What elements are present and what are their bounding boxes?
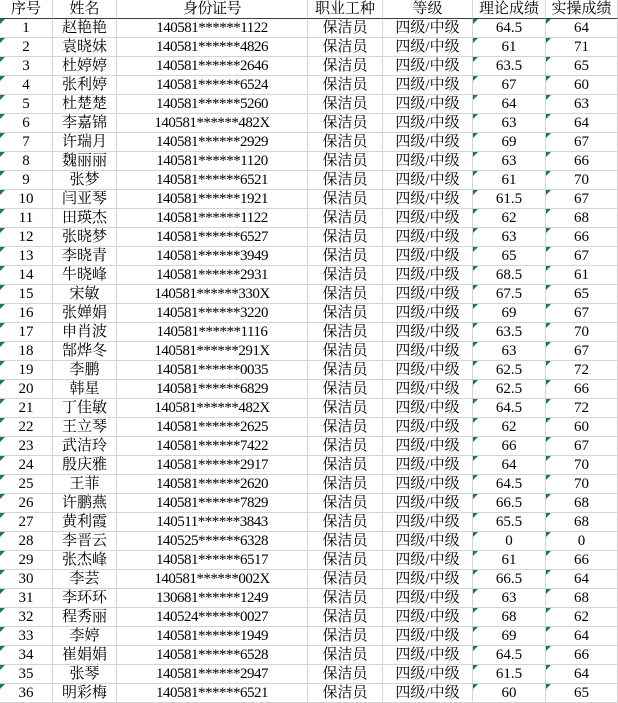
cell-id-number[interactable]: 140581******0035 [117, 361, 308, 380]
table-row [0, 570, 618, 589]
cell-id-number[interactable]: 140524******0027 [117, 608, 308, 627]
cell-level[interactable]: 四级/中级 [383, 190, 473, 209]
cell-name[interactable]: 李环环 [53, 589, 117, 608]
table-row [0, 684, 618, 703]
cell-practical-score[interactable]: 67 [546, 437, 618, 456]
cell-id-number[interactable]: 140581******3220 [117, 304, 308, 323]
cell-practical-score[interactable]: 66 [546, 646, 618, 665]
cell-seq[interactable]: 13 [0, 247, 53, 266]
cell-id-number[interactable]: 140581******002X [117, 570, 308, 589]
cell-theory-score[interactable]: 61.5 [473, 665, 546, 684]
cell-id-number[interactable]: 140581******7829 [117, 494, 308, 513]
cell-occupation[interactable]: 保洁员 [308, 361, 383, 380]
cell-occupation[interactable]: 保洁员 [308, 418, 383, 437]
cell-seq[interactable]: 16 [0, 304, 53, 323]
cell-name[interactable]: 李晋云 [53, 532, 117, 551]
cell-practical-score[interactable]: 67 [546, 133, 618, 152]
cell-practical-score[interactable]: 64 [546, 665, 618, 684]
cell-level[interactable]: 四级/中级 [383, 304, 473, 323]
cell-level[interactable]: 四级/中级 [383, 532, 473, 551]
cell-name[interactable]: 程秀丽 [53, 608, 117, 627]
cell-level[interactable]: 四级/中级 [383, 114, 473, 133]
cell-seq[interactable]: 25 [0, 475, 53, 494]
cell-id-number[interactable]: 140581******2620 [117, 475, 308, 494]
cell-practical-score[interactable]: 66 [546, 152, 618, 171]
cell-id-number[interactable]: 140581******1921 [117, 190, 308, 209]
cell-id-number[interactable]: 140581******482X [117, 399, 308, 418]
cell-occupation[interactable]: 保洁员 [308, 76, 383, 95]
table-row [0, 38, 618, 57]
cell-id-number[interactable]: 140581******482X [117, 114, 308, 133]
cell-occupation[interactable]: 保洁员 [308, 437, 383, 456]
cell-level[interactable]: 四级/中级 [383, 38, 473, 57]
cell-occupation[interactable]: 保洁员 [308, 247, 383, 266]
cell-id-number[interactable]: 140581******2625 [117, 418, 308, 437]
cell-practical-score[interactable]: 66 [546, 551, 618, 570]
cell-practical-score[interactable]: 72 [546, 361, 618, 380]
cell-theory-score[interactable]: 63 [473, 589, 546, 608]
cell-id-number[interactable]: 130681******1249 [117, 589, 308, 608]
cell-name[interactable]: 李鹏 [53, 361, 117, 380]
cell-seq[interactable]: 31 [0, 589, 53, 608]
cell-seq[interactable]: 9 [0, 171, 53, 190]
cell-name[interactable]: 申肖波 [53, 323, 117, 342]
cell-seq[interactable]: 24 [0, 456, 53, 475]
cell-occupation[interactable]: 保洁员 [308, 171, 383, 190]
table-row [0, 171, 618, 190]
cell-level[interactable]: 四级/中级 [383, 399, 473, 418]
cell-level[interactable]: 四级/中级 [383, 285, 473, 304]
cell-theory-score[interactable]: 65.5 [473, 513, 546, 532]
table-row [0, 646, 618, 665]
cell-name[interactable]: 许瑞月 [53, 133, 117, 152]
table-row [0, 209, 618, 228]
cell-occupation[interactable]: 保洁员 [308, 133, 383, 152]
cell-theory-score[interactable]: 64.5 [473, 646, 546, 665]
table-row [0, 152, 618, 171]
cell-level[interactable]: 四级/中级 [383, 418, 473, 437]
cell-practical-score[interactable]: 67 [546, 247, 618, 266]
cell-theory-score[interactable]: 64 [473, 95, 546, 114]
cell-level[interactable]: 四级/中级 [383, 437, 473, 456]
cell-name[interactable]: 王立琴 [53, 418, 117, 437]
cell-seq[interactable]: 36 [0, 684, 53, 703]
cell-id-number[interactable]: 140581******6829 [117, 380, 308, 399]
cell-occupation[interactable]: 保洁员 [308, 494, 383, 513]
cell-seq[interactable]: 15 [0, 285, 53, 304]
cell-occupation[interactable]: 保洁员 [308, 589, 383, 608]
cell-name[interactable]: 李嘉锦 [53, 114, 117, 133]
cell-practical-score[interactable]: 60 [546, 418, 618, 437]
cell-occupation[interactable]: 保洁员 [308, 665, 383, 684]
cell-theory-score[interactable]: 67 [473, 76, 546, 95]
cell-level[interactable]: 四级/中级 [383, 456, 473, 475]
cell-level[interactable]: 四级/中级 [383, 494, 473, 513]
cell-level[interactable]: 四级/中级 [383, 627, 473, 646]
cell-occupation[interactable]: 保洁员 [308, 627, 383, 646]
cell-practical-score[interactable]: 70 [546, 323, 618, 342]
cell-name[interactable]: 李芸 [53, 570, 117, 589]
cell-occupation[interactable]: 保洁员 [308, 266, 383, 285]
cell-name[interactable]: 赵艳艳 [53, 19, 117, 38]
cell-practical-score[interactable]: 70 [546, 171, 618, 190]
table-row [0, 456, 618, 475]
cell-level[interactable]: 四级/中级 [383, 475, 473, 494]
cell-practical-score[interactable]: 62 [546, 608, 618, 627]
table-row [0, 247, 618, 266]
cell-seq[interactable]: 22 [0, 418, 53, 437]
cell-seq[interactable]: 26 [0, 494, 53, 513]
cell-level[interactable]: 四级/中级 [383, 589, 473, 608]
cell-level[interactable]: 四级/中级 [383, 646, 473, 665]
table-row [0, 228, 618, 247]
table-row [0, 475, 618, 494]
cell-name[interactable]: 丁佳敏 [53, 399, 117, 418]
cell-occupation[interactable]: 保洁员 [308, 551, 383, 570]
cell-level[interactable]: 四级/中级 [383, 152, 473, 171]
cell-level[interactable]: 四级/中级 [383, 76, 473, 95]
cell-practical-score[interactable]: 71 [546, 38, 618, 57]
cell-id-number[interactable]: 140581******6517 [117, 551, 308, 570]
cell-occupation[interactable]: 保洁员 [308, 399, 383, 418]
cell-level[interactable]: 四级/中级 [383, 551, 473, 570]
table-row [0, 532, 618, 551]
table-header-row [0, 0, 618, 19]
cell-occupation[interactable]: 保洁员 [308, 19, 383, 38]
cell-practical-score[interactable]: 70 [546, 475, 618, 494]
column-header-id-number[interactable]: 身份证号 [117, 0, 308, 19]
cell-name[interactable]: 张琴 [53, 665, 117, 684]
table-row [0, 589, 618, 608]
cell-theory-score[interactable]: 63 [473, 342, 546, 361]
cell-practical-score[interactable]: 72 [546, 399, 618, 418]
cell-name[interactable]: 郜烨冬 [53, 342, 117, 361]
cell-practical-score[interactable]: 64 [546, 114, 618, 133]
cell-seq[interactable]: 14 [0, 266, 53, 285]
cell-practical-score[interactable]: 67 [546, 342, 618, 361]
cell-name[interactable]: 李晓青 [53, 247, 117, 266]
cell-name[interactable]: 明彩梅 [53, 684, 117, 703]
cell-seq[interactable]: 8 [0, 152, 53, 171]
cell-theory-score[interactable]: 61.5 [473, 190, 546, 209]
cell-practical-score[interactable]: 64 [546, 19, 618, 38]
cell-occupation[interactable]: 保洁员 [308, 57, 383, 76]
cell-practical-score[interactable]: 67 [546, 304, 618, 323]
table-row [0, 114, 618, 133]
table-row [0, 95, 618, 114]
cell-seq[interactable]: 20 [0, 380, 53, 399]
cell-occupation[interactable]: 保洁员 [308, 342, 383, 361]
cell-practical-score[interactable]: 68 [546, 209, 618, 228]
cell-id-number[interactable]: 140581******3949 [117, 247, 308, 266]
cell-theory-score[interactable]: 64.5 [473, 19, 546, 38]
cell-name[interactable]: 张晓梦 [53, 228, 117, 247]
cell-level[interactable]: 四级/中级 [383, 95, 473, 114]
table-row [0, 380, 618, 399]
cell-practical-score[interactable]: 66 [546, 228, 618, 247]
cell-level[interactable]: 四级/中级 [383, 209, 473, 228]
cell-practical-score[interactable]: 64 [546, 570, 618, 589]
cell-occupation[interactable]: 保洁员 [308, 456, 383, 475]
cell-id-number[interactable]: 140581******4826 [117, 38, 308, 57]
cell-level[interactable]: 四级/中级 [383, 570, 473, 589]
cell-id-number[interactable]: 140525******6328 [117, 532, 308, 551]
cell-theory-score[interactable]: 62.5 [473, 361, 546, 380]
cell-theory-score[interactable]: 63 [473, 152, 546, 171]
cell-practical-score[interactable]: 0 [546, 532, 618, 551]
cell-name[interactable]: 武洁玲 [53, 437, 117, 456]
cell-occupation[interactable]: 保洁员 [308, 684, 383, 703]
table-row [0, 285, 618, 304]
cell-level[interactable]: 四级/中级 [383, 380, 473, 399]
cell-name[interactable]: 袁晓妹 [53, 38, 117, 57]
table-row [0, 57, 618, 76]
cell-seq[interactable]: 5 [0, 95, 53, 114]
cell-name[interactable]: 王菲 [53, 475, 117, 494]
cell-theory-score[interactable]: 66.5 [473, 570, 546, 589]
cell-level[interactable]: 四级/中级 [383, 228, 473, 247]
cell-practical-score[interactable]: 65 [546, 285, 618, 304]
cell-seq[interactable]: 12 [0, 228, 53, 247]
cell-theory-score[interactable]: 61 [473, 171, 546, 190]
cell-id-number[interactable]: 140581******6528 [117, 646, 308, 665]
table-row [0, 437, 618, 456]
cell-id-number[interactable]: 140581******1122 [117, 209, 308, 228]
cell-seq[interactable]: 4 [0, 76, 53, 95]
cell-practical-score[interactable]: 68 [546, 494, 618, 513]
cell-theory-score[interactable]: 66 [473, 437, 546, 456]
table-row [0, 133, 618, 152]
cell-occupation[interactable]: 保洁员 [308, 323, 383, 342]
cell-id-number[interactable]: 140581******330X [117, 285, 308, 304]
cell-seq[interactable]: 2 [0, 38, 53, 57]
cell-seq[interactable]: 27 [0, 513, 53, 532]
cell-id-number[interactable]: 140581******1116 [117, 323, 308, 342]
cell-theory-score[interactable]: 61 [473, 38, 546, 57]
cell-occupation[interactable]: 保洁员 [308, 152, 383, 171]
cell-id-number[interactable]: 140581******2947 [117, 665, 308, 684]
cell-name[interactable]: 杜楚楚 [53, 95, 117, 114]
cell-theory-score[interactable]: 66.5 [473, 494, 546, 513]
cell-name[interactable]: 牛晓峰 [53, 266, 117, 285]
cell-occupation[interactable]: 保洁员 [308, 475, 383, 494]
table-row [0, 190, 618, 209]
cell-seq[interactable]: 17 [0, 323, 53, 342]
table-row [0, 399, 618, 418]
cell-level[interactable]: 四级/中级 [383, 361, 473, 380]
cell-theory-score[interactable]: 64.5 [473, 475, 546, 494]
cell-seq[interactable]: 23 [0, 437, 53, 456]
cell-id-number[interactable]: 140581******2646 [117, 57, 308, 76]
cell-seq[interactable]: 7 [0, 133, 53, 152]
cell-theory-score[interactable]: 64 [473, 456, 546, 475]
table-row [0, 608, 618, 627]
cell-name[interactable]: 张利婷 [53, 76, 117, 95]
cell-practical-score[interactable]: 61 [546, 266, 618, 285]
table-row [0, 494, 618, 513]
cell-theory-score[interactable]: 69 [473, 627, 546, 646]
cell-theory-score[interactable]: 60 [473, 684, 546, 703]
table-row [0, 418, 618, 437]
cell-seq[interactable]: 30 [0, 570, 53, 589]
cell-id-number[interactable]: 140581******2929 [117, 133, 308, 152]
table-row [0, 76, 618, 95]
column-header-seq[interactable]: 序号 [0, 0, 53, 19]
cell-occupation[interactable]: 保洁员 [308, 114, 383, 133]
table-row [0, 266, 618, 285]
cell-id-number[interactable]: 140581******7422 [117, 437, 308, 456]
cell-level[interactable]: 四级/中级 [383, 665, 473, 684]
cell-theory-score[interactable]: 62.5 [473, 380, 546, 399]
cell-practical-score[interactable]: 63 [546, 95, 618, 114]
column-header-occupation[interactable]: 职业工种 [308, 0, 383, 19]
cell-practical-score[interactable]: 65 [546, 57, 618, 76]
cell-seq[interactable]: 19 [0, 361, 53, 380]
cell-occupation[interactable]: 保洁员 [308, 570, 383, 589]
cell-theory-score[interactable]: 69 [473, 304, 546, 323]
cell-seq[interactable]: 3 [0, 57, 53, 76]
cell-practical-score[interactable]: 70 [546, 456, 618, 475]
cell-name[interactable]: 黄利霞 [53, 513, 117, 532]
cell-seq[interactable]: 29 [0, 551, 53, 570]
cell-id-number[interactable]: 140581******5260 [117, 95, 308, 114]
table-row [0, 513, 618, 532]
cell-theory-score[interactable]: 0 [473, 532, 546, 551]
cell-name[interactable]: 闫亚琴 [53, 190, 117, 209]
cell-name[interactable]: 殷庆雅 [53, 456, 117, 475]
cell-theory-score[interactable]: 69 [473, 133, 546, 152]
cell-level[interactable]: 四级/中级 [383, 684, 473, 703]
cell-practical-score[interactable]: 64 [546, 627, 618, 646]
cell-level[interactable]: 四级/中级 [383, 342, 473, 361]
cell-occupation[interactable]: 保洁员 [308, 285, 383, 304]
cell-occupation[interactable]: 保洁员 [308, 190, 383, 209]
cell-seq[interactable]: 1 [0, 19, 53, 38]
cell-name[interactable]: 田瑛杰 [53, 209, 117, 228]
table-row [0, 551, 618, 570]
cell-occupation[interactable]: 保洁员 [308, 209, 383, 228]
cell-theory-score[interactable]: 61 [473, 551, 546, 570]
cell-occupation[interactable]: 保洁员 [308, 513, 383, 532]
cell-theory-score[interactable]: 65 [473, 247, 546, 266]
cell-level[interactable]: 四级/中级 [383, 266, 473, 285]
cell-id-number[interactable]: 140581******2917 [117, 456, 308, 475]
cell-level[interactable]: 四级/中级 [383, 171, 473, 190]
table-row [0, 323, 618, 342]
cell-occupation[interactable]: 保洁员 [308, 228, 383, 247]
cell-seq[interactable]: 11 [0, 209, 53, 228]
cell-level[interactable]: 四级/中级 [383, 57, 473, 76]
cell-id-number[interactable]: 140581******6524 [117, 76, 308, 95]
cell-name[interactable]: 张杰峰 [53, 551, 117, 570]
cell-theory-score[interactable]: 63.5 [473, 323, 546, 342]
cell-id-number[interactable]: 140581******2931 [117, 266, 308, 285]
cell-practical-score[interactable]: 68 [546, 513, 618, 532]
table-row [0, 665, 618, 684]
cell-occupation[interactable]: 保洁员 [308, 95, 383, 114]
cell-seq[interactable]: 34 [0, 646, 53, 665]
cell-practical-score[interactable]: 66 [546, 380, 618, 399]
cell-name[interactable]: 张梦 [53, 171, 117, 190]
cell-name[interactable]: 宋敏 [53, 285, 117, 304]
cell-name[interactable]: 崔娟娟 [53, 646, 117, 665]
cell-practical-score[interactable]: 67 [546, 190, 618, 209]
cell-theory-score[interactable]: 68 [473, 608, 546, 627]
column-header-theory-score[interactable]: 理论成绩 [473, 0, 546, 19]
cell-id-number[interactable]: 140511******3843 [117, 513, 308, 532]
cell-seq[interactable]: 6 [0, 114, 53, 133]
cell-name[interactable]: 许鹏燕 [53, 494, 117, 513]
cell-level[interactable]: 四级/中级 [383, 323, 473, 342]
cell-id-number[interactable]: 140581******1120 [117, 152, 308, 171]
cell-id-number[interactable]: 140581******1122 [117, 19, 308, 38]
cell-seq[interactable]: 32 [0, 608, 53, 627]
column-header-practical-score[interactable]: 实操成绩 [546, 0, 618, 19]
cell-occupation[interactable]: 保洁员 [308, 38, 383, 57]
cell-theory-score[interactable]: 63 [473, 228, 546, 247]
cell-seq[interactable]: 21 [0, 399, 53, 418]
cell-theory-score[interactable]: 63.5 [473, 57, 546, 76]
cell-id-number[interactable]: 140581******6521 [117, 171, 308, 190]
table-row [0, 304, 618, 323]
table-row [0, 342, 618, 361]
cell-seq[interactable]: 28 [0, 532, 53, 551]
cell-level[interactable]: 四级/中级 [383, 19, 473, 38]
table-row [0, 361, 618, 380]
cell-theory-score[interactable]: 62 [473, 418, 546, 437]
table-row [0, 19, 618, 38]
table-body [0, 19, 618, 703]
cell-seq[interactable]: 18 [0, 342, 53, 361]
cell-theory-score[interactable]: 62 [473, 209, 546, 228]
cell-level[interactable]: 四级/中级 [383, 513, 473, 532]
cell-occupation[interactable]: 保洁员 [308, 304, 383, 323]
cell-theory-score[interactable]: 63 [473, 114, 546, 133]
cell-name[interactable]: 张婵娟 [53, 304, 117, 323]
column-header-name[interactable]: 姓名 [53, 0, 117, 19]
cell-level[interactable]: 四级/中级 [383, 133, 473, 152]
cell-occupation[interactable]: 保洁员 [308, 532, 383, 551]
cell-name[interactable]: 李婷 [53, 627, 117, 646]
cell-practical-score[interactable]: 65 [546, 684, 618, 703]
cell-practical-score[interactable]: 68 [546, 589, 618, 608]
cell-occupation[interactable]: 保洁员 [308, 380, 383, 399]
cell-seq[interactable]: 33 [0, 627, 53, 646]
cell-theory-score[interactable]: 64.5 [473, 399, 546, 418]
cell-level[interactable]: 四级/中级 [383, 247, 473, 266]
table-row [0, 627, 618, 646]
cell-seq[interactable]: 35 [0, 665, 53, 684]
cell-occupation[interactable]: 保洁员 [308, 646, 383, 665]
cell-id-number[interactable]: 140581******6527 [117, 228, 308, 247]
cell-theory-score[interactable]: 67.5 [473, 285, 546, 304]
cell-name[interactable]: 韩星 [53, 380, 117, 399]
cell-occupation[interactable]: 保洁员 [308, 608, 383, 627]
cell-id-number[interactable]: 140581******291X [117, 342, 308, 361]
cell-id-number[interactable]: 140581******6521 [117, 684, 308, 703]
cell-name[interactable]: 魏丽丽 [53, 152, 117, 171]
cell-theory-score[interactable]: 68.5 [473, 266, 546, 285]
cell-level[interactable]: 四级/中级 [383, 608, 473, 627]
cell-seq[interactable]: 10 [0, 190, 53, 209]
cell-practical-score[interactable]: 60 [546, 76, 618, 95]
column-header-level[interactable]: 等级 [383, 0, 473, 19]
cell-name[interactable]: 杜婷婷 [53, 57, 117, 76]
cell-id-number[interactable]: 140581******1949 [117, 627, 308, 646]
